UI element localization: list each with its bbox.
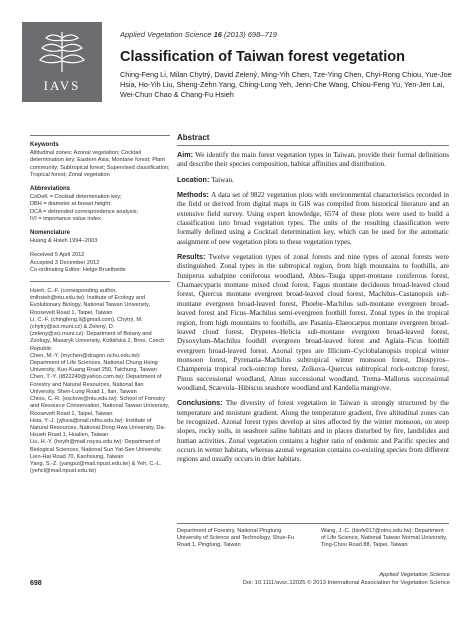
location-label: Location:: [177, 174, 210, 184]
journal-citation: [120, 30, 277, 39]
author-list: Ching-Feng Li, Milan Chytrý, David Zelený, Ming-Yih Chen, Tze-Ying Chen, Chyi-Rong Chiou, Yue-Joe Hsia, Ho-Yih Liu, Sheng-Zehn Yang, Ching-Long Yeh, Jenn-Che Wang, Chiou-Feng Yu, Yen-Jen Lai, Wei-Chun Chao & Chang-Fu Hsieh: [120, 70, 452, 100]
location-text: Taiwan.: [211, 175, 234, 184]
sidebar: [30, 133, 170, 475]
nomenclature-block: [30, 230, 170, 245]
leaf-emblem-icon: [36, 28, 88, 74]
sidebar-rule: [30, 135, 170, 136]
abbreviation-item: DCA = detrended correspondence analysis;: [30, 208, 139, 215]
received-date: Received 5 April 2012: [30, 252, 85, 259]
affiliation-footnotes: [177, 523, 449, 550]
abbreviation-item: DBH = diameter at breast height;: [30, 201, 112, 208]
results-label: Results:: [177, 252, 206, 262]
footer-citation: [243, 572, 450, 587]
affiliation-item: Chiou, C.-R. (esclove@ntu.edu.tw): School of Forestry and Resource Conservation, National Taiwan University, Roosevelt Road 1, Taipei, Taiwan: [30, 396, 170, 417]
footnote-rule: [177, 523, 449, 524]
nomenclature-heading: Nomenclature: [30, 230, 71, 237]
journal-volume: 16: [213, 30, 222, 39]
results-text: Twelve vegetation types of zonal forests and nine types of azonal forests were distinguished. Zonal types in the subtropical region, from high mountains to foothills, are Juniperus subalpine coniferous woodland, Abies–Tsuga upper-montane coniferous forest, Chamaecyparis montane mixed cloud forest, Fagus montane deciduous broad-leaved cloud forest, Quercus montane evergreen broad-leaved cloud forest, Machilus–Castanopsis sub-montane evergreen broad-leaved forest, Phoebe–Machilus sub-montane evergreen broad-leaved forest and Ficus–Machilus semi-evergreen foothill forest. Zonal types in the tropical region, from high mountains to foothills, are Pasania–Elaeocarpus montane evergreen broad-leaved cloud forest, Drypetes–Helicia sub-montane evergreen broad-leaved forest, Dysoxylum–Machilus foothill evergreen broad-leaved forest and Aglaia–Ficus foothill evergreen broad-leaved forest. Azonal types are Illicium–Cyclobalanopsis tropical winter monsoon forest, Pyrenaria–Machilus subtropical winter monsoon forest, Diospyros–Champereia tropical rock-outcrop forest, Zelkova–Quercus subtropical rock-outcrop forest, Pinus successional woodland, Alnus successional woodland, Trema–Mallotus successional woodland, Scaevola–Hibiscus seashore woodland and Kandelia mangrove.: [177, 253, 449, 392]
conclusions-paragraph: [177, 398, 449, 464]
iavs-logo: [22, 22, 102, 102]
keywords-heading: Keywords: [30, 142, 59, 148]
footnote-left: Department of Forestry, National Pingtung University of Science and Technology, Shue-Fu Road 1, Pingtung, Taiwan: [177, 528, 295, 549]
footnote-row: [177, 528, 449, 550]
page-number: 698: [30, 580, 42, 587]
affiliation-item: Hsieh, C.-F. (corresponding author, imlhsieh@ntu.edu.tw): Institute of Ecology and Evolutionary Biology, National Taiwan University, Roosevelt Road 1, Taipei, Taiwan: [30, 288, 151, 316]
dates-block: [30, 252, 170, 274]
abstract-heading: Abstract: [177, 133, 210, 142]
footnote-right: Wang, J.-C. (biofv017@ntnu.edu.tw): Department of Life Science, National Taiwan Normal University, Ting-Chou Road 88, Taipei, Taiwan: [321, 528, 448, 549]
abbreviation-item: CoDeK = Cocktail determination key;: [30, 194, 122, 201]
affiliation-item: Yang, S.-Z. (yangsz@mail.npust.edu.tw) & Yeh, C.-L. (yehcl@mail.npust.edu.tw): [30, 460, 162, 475]
abstract-rule: [177, 145, 449, 146]
abbreviations-heading: Abbreviations: [30, 186, 71, 193]
abstract-section: [177, 133, 449, 470]
conclusions-text: The diversity of forest vegetation in Taiwan is strongly structured by the temperature and moisture gradient. Along the temperature gradient, five altitudinal zones can be recognized. Azonal forest types develop at sites affected by the winter monsoon, on steep slopes, rocky soils, in seashore saline habitats and in places disturbed by fire, landslides and human activities. Zonal vegetation contains a higher ratio of endemic and Pacific species and occurs in wetter habitats, whereas azonal vegetation contains co-existing species from different regions and usually occurs in drier habitats.: [177, 399, 449, 464]
abbreviation-item: IVI = importance value index: [30, 215, 101, 222]
aim-label: Aim:: [177, 150, 193, 159]
affiliations-block: [30, 288, 170, 475]
nomenclature-text: Huang & Hsieh 1994–2003: [30, 238, 98, 245]
affiliation-item: Li, C.-F. (chingfeng.li@gmail.com), Chytrý, M. (chytry@sci.muni.cz) & Zelený, D. (zeleny@sci.muni.cz): Department of Botany and Zoology, Masaryk University, Kotlářská 2, Brno, Czech Republic: [30, 316, 165, 352]
sidebar-rule: [30, 281, 170, 282]
methods-paragraph: [177, 190, 449, 247]
affiliation-item: Liu, H.-Y. (hoyih@mail.nsysu.edu.tw): Department of Biological Sciences, National Sun Yat-Sen University, Lien-Hai Road 70, Kaohsiung, Taiwan: [30, 439, 162, 460]
journal-name: Applied Vegetation Science: [120, 30, 212, 39]
footer-doi: Doi: 10.1111/avsc.12025 © 2013 International Association for Vegetation Science: [242, 579, 450, 586]
conclusions-label: Conclusions:: [177, 398, 223, 408]
keywords-text: Altitudinal zones; Azonal vegetation; Cocktail determination key; Eastern Asia; Montane forest; Plant community; Subtropical forest; Supervised classification; Tropical forest; Zonal vegetation: [30, 150, 170, 178]
abbreviations-block: [30, 186, 170, 223]
methods-text: A data set of 9822 vegetation plots with environmental characteristics recorded in the field or derived from digital maps in GIS was compiled from historical literature and an extensive field survey. Using expert knowledge, 6574 of these plots were used to build a classification into broad vegetation types. The units of the resulting classification were formally defined using a Cocktail determination key, which can be used for the automatic assignment of new vegetation plots to these vegetation types.: [177, 191, 449, 246]
keywords-block: [30, 142, 170, 179]
affiliation-item: Chen, T.-Y. (t822249@yahoo.com.tw): Department of Forestry and Natural Resources, National Ilan University, Shen-Lung Road 1, Ilan, Taiwan: [30, 374, 162, 395]
logo-text: IAVS: [43, 78, 81, 93]
article-title: Classification of Taiwan forest vegetation: [120, 49, 405, 65]
results-paragraph: [177, 252, 449, 393]
aim-text: We identify the main forest vegetation types in Taiwan, provide their formal definitions and describe their species composition, habitat affinities and distribution.: [177, 151, 449, 169]
footer-journal: Applied Vegetation Science: [379, 572, 450, 578]
methods-label: Methods:: [177, 190, 209, 200]
accepted-date: Accepted 3 December 2012: [30, 259, 100, 266]
location-paragraph: [177, 175, 449, 185]
affiliation-item: Hsia, Y.-J. (yjhsia@mail.ndhu.edu.tw): Institute of Natural Resources, National Dong Hwa University, Da-Hsueh Road 1, Hualien, Taiwan: [30, 417, 166, 439]
affiliation-item: Chen, M.-Y. (mychen@dragon.nchu.edu.tw): Department of Life Sciences, National Chung Hsing University, Kuo-Kuang Road 250, Taichung, Taiwan: [30, 352, 158, 374]
journal-issue-info: (2013) 698–719: [224, 30, 277, 39]
aim-paragraph: [177, 150, 449, 170]
coordinating-editor: Co-ordinating Editor: Helge Bruelheide: [30, 266, 126, 273]
